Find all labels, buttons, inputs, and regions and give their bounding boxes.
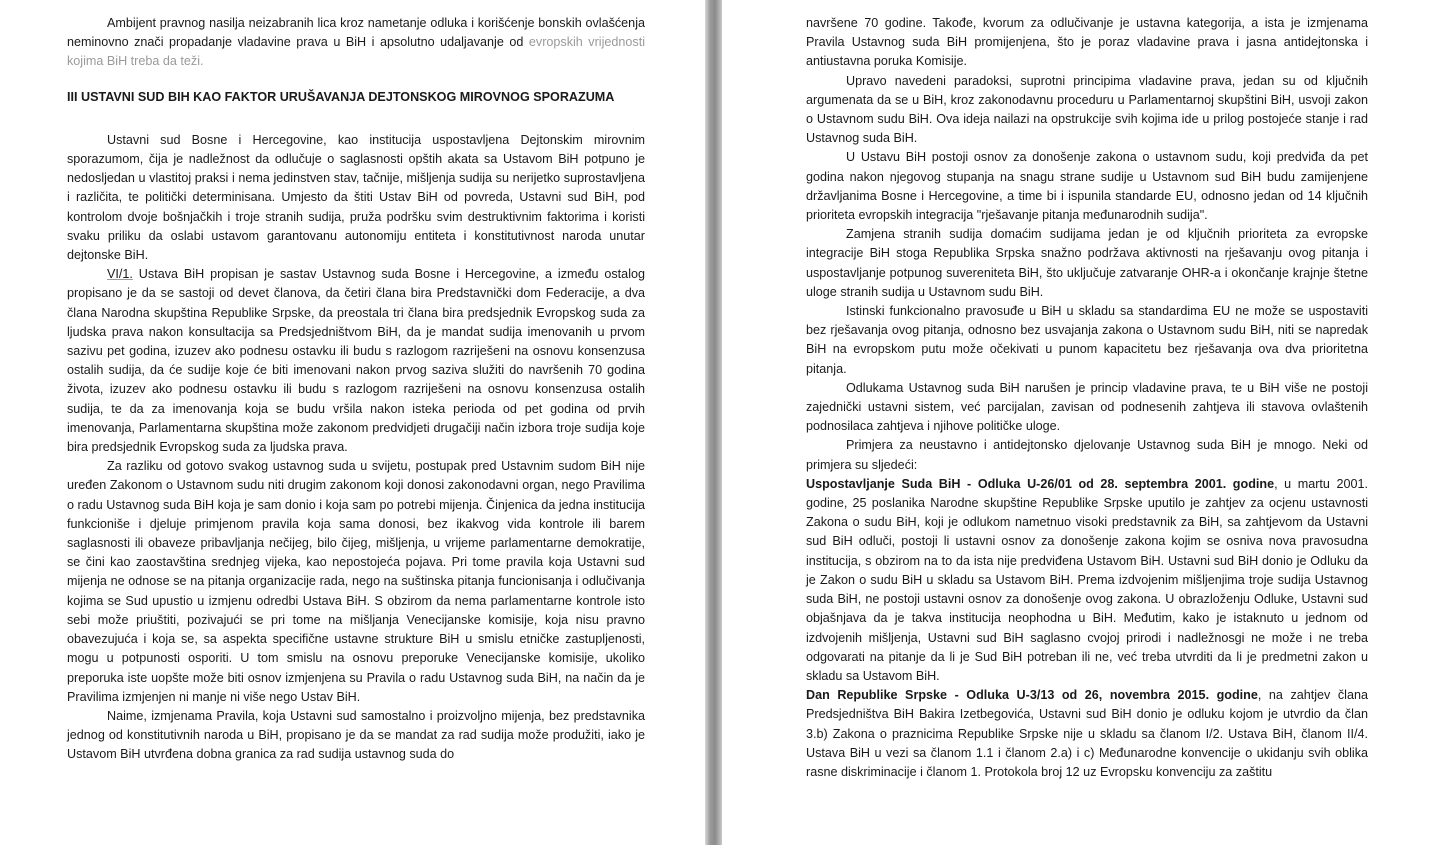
paragraph-text: , na zahtjev člana Predsjedništva BiH Bakira Izetbegovića, Ustavni sud BiH donio je odluku kojom je utvrdio da član 3.b) Zakona o praznicima Republike Srpske nije u skladu sa članom I/2. Ustava BiH, članom II/4. Ustava BiH u vezi sa članom 1.1 i članom 2.a) i c) Međunarodne konvencije o ukidanju svih oblika rasne diskriminacije i članom 1. Protokola broj 12 uz Evropsku konvenciju za zaštitu <box>806 688 1368 779</box>
paragraph: navršene 70 godine. Takođe, kvorum za odlučivanje je ustavna kategorija, a ista je izmjenama Pravila Ustavnog suda BiH promijenjena, što je poraz vladavine prava i jasna antidejtonska i antiustavna poruka Komisije. <box>806 16 1368 69</box>
case-title: Uspostavljanje Suda BiH - Odluka U-26/01 od 28. septembra 2001. godine <box>806 476 1275 491</box>
section-heading: III USTAVNI SUD BIH KAO FAKTOR URUŠAVANJA DEJTONSKOG MIROVNOG SPORAZUMA <box>67 89 615 104</box>
paragraph: U Ustavu BiH postoji osnov za donošenje zakona o ustavnom sudu, koji predviđa da pet godina nakon njegovog stupanja na snagu strane sudije u Ustavnom sud BiH budu zamijenjene državljanima Bosne i Hercegovine, a time bi i ispunila standarde EU, odnosno jedan od 14 ključnih prioriteta evropskih integracija "rješavanje pitanja međunarodnih sudija". <box>806 150 1368 223</box>
paragraph: Odlukama Ustavnog suda BiH narušen je princip vladavine prava, te u BiH više ne postoji zajednički ustavni sistem, već parcijalan, zavisan od podnesenih zahtjeva ili stavova ovlaštenih podnosilaca zahtjeva i njihove političke uloge. <box>806 380 1368 434</box>
paragraph: Upravo navedeni paradoksi, suprotni principima vladavine prava, jedan su od ključnih argumenata da se u BiH, kroz zakonodavnu proceduru u Parlamentarnoj skupštini BiH, usvoji zakon o Ustavnom sudu BiH. Ova ideja nailazi na opstrukcije svih kojima ide u prilog postojeće stanje i rad Ustavnog suda BiH. <box>806 73 1368 146</box>
paragraph: Zamjena stranih sudija domaćim sudijama jedan je od ključnih prioriteta za evropske integracije BiH stoga Republika Srpska snažno podržava aktivnosti na rješavanju ovog pitanja i uspostavljanje potpunog suvereniteta BiH, što uključuje zatvaranje OHR-a i okončanje krajnje štetne uloge stranih sudija u Ustavnom sudu BiH. <box>806 227 1368 299</box>
paragraph-text: , u martu 2001. godine, 25 poslanika Narodne skupštine Republike Srpske uputilo je zahtjev za ocjenu ustavnosti Zakona o sudu BiH, koji je odlukom nametnuo visoki predstavnik za BiH, sa zahtjevom da Ustavni sud BiH odluči, postoji li ustavni osnov za donošenje zakona kojim se osniva nova pravosudna institucija, s obzirom na to da ista nije predviđena Ustavom BiH. Ustavni sud BiH donio je Odluku da je Zakon o sudu BiH u skladu sa Ustavom BiH. Prema izdvojenim mišljenjima troje sudija Ustavnog suda BiH, ne postoji ustavni osnov za donošenje ovog zakona. U obrazloženju Odluke, Ustavni sud objašnjava da je takva institucija neophodna u BiH. Međutim, kako je istaknuto u jednom od izdvojenih mišljenja, Ustavni sud BiH saglasno cvojoj prirodi i nadležnosgi ne može i ne treba odgovarati na pitanje da li je Sud BiH potreban ili ne, već treba utvrditi da li je predmetni zakon u skladu sa Ustavom BiH. <box>806 476 1368 683</box>
page-gutter <box>705 0 722 845</box>
document-page-left <box>0 0 705 845</box>
paragraph <box>806 475 1368 686</box>
paragraph: Primjera za neustavno i antidejtonsko djelovanje Ustavnog suda BiH je mnogo. Neki od primjera su sljedeći: <box>806 438 1368 472</box>
document-page-right <box>722 0 1438 845</box>
paragraph-text: Ustava BiH propisan je sastav Ustavnog suda Bosne i Hercegovine, a između ostalog propisano je da se sastoji od devet članova, da četiri člana bira Predstavnički dom Federacije, a dva člana Narodna skupština Republike Srpske, da preostala tri člana bira predsjednik Evropskog suda za ljudska prava nakon konsultacija sa Predsjedništvom BiH, da je mandat sudija imenovanih u prvom sazivu pet godina, izuzev ako podnesu ostavku ili budu s razlogom razriješeni na osnovu konsenzusa ostalih sudija, da će sudije koje će biti imenovani nakon prvog saziva služiti do navršenih 70 godina života, izuzev ako podnesu ostavku ili budu s razlogom razriješeni na osnovu konsenzusa ostalih sudija, te da za imenovanja koja se budu vršila nakon isteka perioda od pet godina od prvih imenovanja, Parlamentarna skupština može zakonom predvidjeti drugačiji način izbora troje sudija koje bira predsjednik Evropskog suda za ljudska prava. <box>67 267 645 455</box>
case-title: Dan Republike Srpske - Odluka U-3/13 od 26, novembra 2015. godine <box>806 688 1258 703</box>
paragraph: Naime, izmjenama Pravila, koja Ustavni sud samostalno i proizvoljno mijenja, bez predstavnika jednog od konstitutivnih naroda u BiH, propisano je da se mandat za rad sudija može produžiti, iako je Ustavom BiH utvrđena dobna granica za rad sudija ustavnog suda do <box>67 708 645 762</box>
paragraph <box>67 14 645 72</box>
paragraph: Za razliku od gotovo svakog ustavnog suda u svijetu, postupak pred Ustavnim sudom BiH nije uređen Zakonom o Ustavnom sudu niti drugim zakonom koji donosi zakonodavni organ, nego Pravilima o radu Ustavnog suda BiH koja je sam donio i koja sam po potrebi mijenja. Činjenica da jedna institucija funkcioniše i djeluje primjenom pravila koja sama donosi, bez ikakvog vida kontrole ili barem saglasnosti ili obaveze pribavljanja nečijeg, bilo čijeg, mišljenja, u vrijeme parlamentarne demokratije, se čini kao zaostavština srednjeg vijeka, kao nepostojeća pojava. Pri tome pravila koja Ustavni sud mijenja ne odnose se na pitanja organizacije rada, nego na suštinska pitanja funcionisanja i odlučivanja kojima se Sud upustio u izmjenu odredbi Ustava BiH. S obzirom da nema parlamentarne kontrole isto sebi može priuštiti, pozivajući se pri tome na mišljanja Venecijanske komisije, koja nisu pravno obavezujuća i koja se, sa aspekta specifične ustavne strukture BiH u smislu etničke zastupljenosti, mogu u potpunosti osporiti. U tom smislu na osnovu preporuke Venecijanske komisije, ukoliko preporuka iste uopšte može biti osnov izmjenjena su Pravila o radu Ustavnog suda BiH, na način da je Pravilima izmjenjen ni manje ni više nego Ustav BiH. <box>67 459 645 704</box>
paragraph: Ustavni sud Bosne i Hercegovine, kao institucija uspostavljena Dejtonskim mirovnim sporazumom, čija je nadležnost da odlučuje o saglasnosti opštih akata sa Ustavom BiH potpuno je nedosljedan u vlastitoj praksi i nema jedinstven stav, tačnije, mišljenja sudija su nerijetko suprostavljena i različita, te politički determinisana. Umjesto da štiti Ustav BiH od povreda, Ustavni sud BiH, pod kontrolom dvoje bošnjačkih i troje stranih sudija, pruža podršku svim destruktivnim faktorima i koristi svaku priliku da oslabi ustavom garantovanu autonomiju entiteta i konstitutivnost naroda unutar dejtonske BiH. <box>67 132 645 263</box>
paragraph: Istinski funkcionalno pravosuđe u BiH u skladu sa standardima EU ne može se uspostaviti bez rješavanja ovog pitanja, odnosno bez usvajanja zakona o Ustavnom sudu BiH, niti se napredak BiH na evropskom putu može očekivati u punom kapacitetu bez rješavanja ova dva prioritetna pitanja. <box>806 304 1368 376</box>
article-reference: VI/1. <box>107 267 133 282</box>
paragraph <box>806 686 1368 782</box>
paragraph-text-faded: evropskih vrijednosti kojima BiH treba da teži. <box>67 35 646 69</box>
paragraph-text: Ambijent pravnog nasilja neizabranih lica kroz nametanje odluka i korišćenje bonskih ovlašćenja neminovno znači propadanje vladavine prava u BiH i apsolutno udaljavanje od <box>67 16 645 50</box>
paragraph <box>67 265 645 457</box>
